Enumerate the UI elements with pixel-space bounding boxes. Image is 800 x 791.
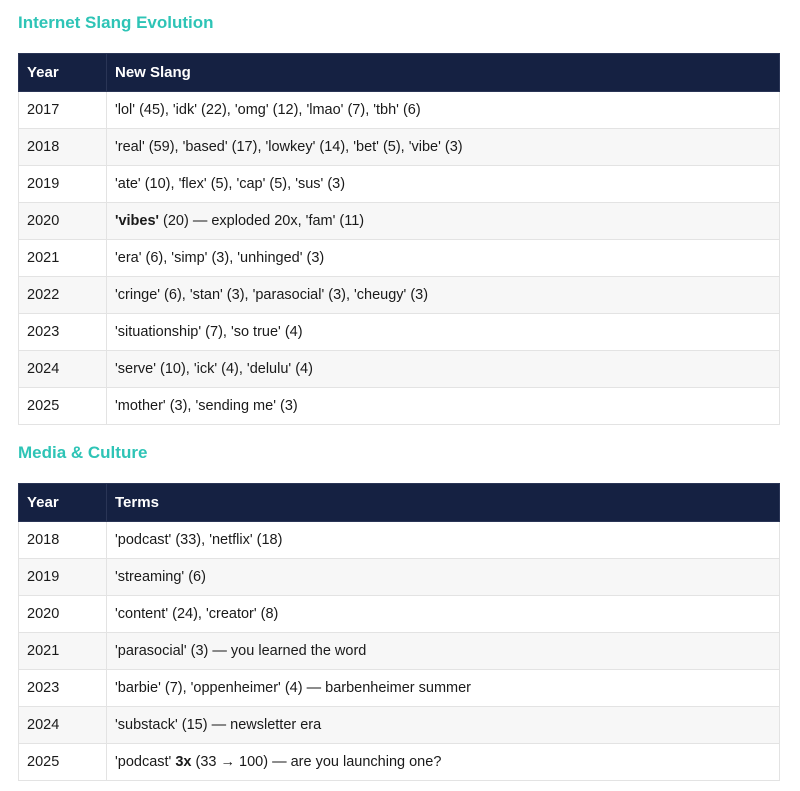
table-row bbox=[19, 596, 780, 633]
terms-text: 'substack' (15) — newsletter era bbox=[115, 717, 322, 733]
terms-cell bbox=[107, 351, 780, 388]
terms-text: 'real' (59), 'based' (17), 'lowkey' (14), 'bet' (5), 'vibe' (3) bbox=[115, 139, 463, 155]
year-cell: 2020 bbox=[19, 203, 107, 240]
terms-text: 'cringe' (6), 'stan' (3), 'parasocial' (3), 'cheugy' (3) bbox=[115, 287, 429, 303]
terms-cell bbox=[107, 559, 780, 596]
table-row bbox=[19, 129, 780, 166]
terms-cell bbox=[107, 670, 780, 707]
terms-text: (20) — exploded 20x, 'fam' (11) bbox=[158, 213, 365, 229]
new-slang-column-header: New Slang bbox=[107, 54, 780, 92]
terms-cell bbox=[107, 388, 780, 425]
table-row bbox=[19, 707, 780, 744]
terms-highlight: 3x bbox=[175, 754, 192, 770]
year-cell: 2022 bbox=[19, 277, 107, 314]
table-row bbox=[19, 277, 780, 314]
year-cell: 2023 bbox=[19, 670, 107, 707]
table-row bbox=[19, 240, 780, 277]
table-row bbox=[19, 314, 780, 351]
year-cell: 2019 bbox=[19, 166, 107, 203]
year-cell: 2025 bbox=[19, 388, 107, 425]
terms-cell bbox=[107, 166, 780, 203]
year-cell: 2018 bbox=[19, 522, 107, 559]
year-cell: 2024 bbox=[19, 351, 107, 388]
terms-text: 'streaming' (6) bbox=[115, 569, 206, 585]
terms-cell bbox=[107, 277, 780, 314]
terms-cell bbox=[107, 744, 780, 781]
year-cell: 2024 bbox=[19, 707, 107, 744]
table-row bbox=[19, 92, 780, 129]
terms-column-header: Terms bbox=[107, 484, 780, 522]
terms-text: 'content' (24), 'creator' (8) bbox=[115, 606, 279, 622]
terms-cell bbox=[107, 522, 780, 559]
table-row bbox=[19, 388, 780, 425]
terms-text: 'parasocial' (3) — you learned the word bbox=[115, 643, 367, 659]
year-cell: 2019 bbox=[19, 559, 107, 596]
terms-text: 'situationship' (7), 'so true' (4) bbox=[115, 324, 303, 340]
media-table bbox=[18, 483, 780, 781]
terms-cell bbox=[107, 129, 780, 166]
year-cell: 2023 bbox=[19, 314, 107, 351]
terms-text: 'lol' (45), 'idk' (22), 'omg' (12), 'lmao' (7), 'tbh' (6) bbox=[115, 102, 421, 118]
slang-section-title: Internet Slang Evolution bbox=[18, 13, 214, 32]
terms-cell bbox=[107, 596, 780, 633]
terms-text: 'mother' (3), 'sending me' (3) bbox=[115, 398, 298, 414]
table-row bbox=[19, 351, 780, 388]
table-row bbox=[19, 522, 780, 559]
year-cell: 2018 bbox=[19, 129, 107, 166]
table-header-row bbox=[19, 484, 780, 522]
slang-table bbox=[18, 53, 780, 425]
terms-text: 'podcast' (33), 'netflix' (18) bbox=[115, 532, 283, 548]
table-row bbox=[19, 670, 780, 707]
terms-text: 'barbie' (7), 'oppenheimer' (4) — barbenheimer summer bbox=[115, 680, 472, 696]
terms-text: (33 → 100) — are you launching one? bbox=[191, 754, 442, 770]
year-column-header: Year bbox=[19, 54, 107, 92]
terms-prefix: 'podcast' bbox=[115, 754, 176, 770]
year-cell: 2020 bbox=[19, 596, 107, 633]
year-cell: 2021 bbox=[19, 633, 107, 670]
terms-text: 'ate' (10), 'flex' (5), 'cap' (5), 'sus' (3) bbox=[115, 176, 346, 192]
table-row bbox=[19, 166, 780, 203]
table-header-row bbox=[19, 54, 780, 92]
terms-cell bbox=[107, 92, 780, 129]
terms-text: 'serve' (10), 'ick' (4), 'delulu' (4) bbox=[115, 361, 313, 377]
terms-text: 'era' (6), 'simp' (3), 'unhinged' (3) bbox=[115, 250, 325, 266]
table-row bbox=[19, 559, 780, 596]
table-row bbox=[19, 203, 780, 240]
terms-cell bbox=[107, 314, 780, 351]
terms-cell bbox=[107, 203, 780, 240]
terms-cell bbox=[107, 240, 780, 277]
year-column-header: Year bbox=[19, 484, 107, 522]
table-row bbox=[19, 633, 780, 670]
terms-cell bbox=[107, 633, 780, 670]
terms-cell bbox=[107, 707, 780, 744]
slang-table-body bbox=[19, 92, 780, 425]
year-cell: 2025 bbox=[19, 744, 107, 781]
year-cell: 2021 bbox=[19, 240, 107, 277]
media-table-body bbox=[19, 522, 780, 781]
year-cell: 2017 bbox=[19, 92, 107, 129]
media-section-title: Media & Culture bbox=[18, 443, 148, 462]
terms-highlight: 'vibes' bbox=[115, 213, 159, 229]
table-row bbox=[19, 744, 780, 781]
